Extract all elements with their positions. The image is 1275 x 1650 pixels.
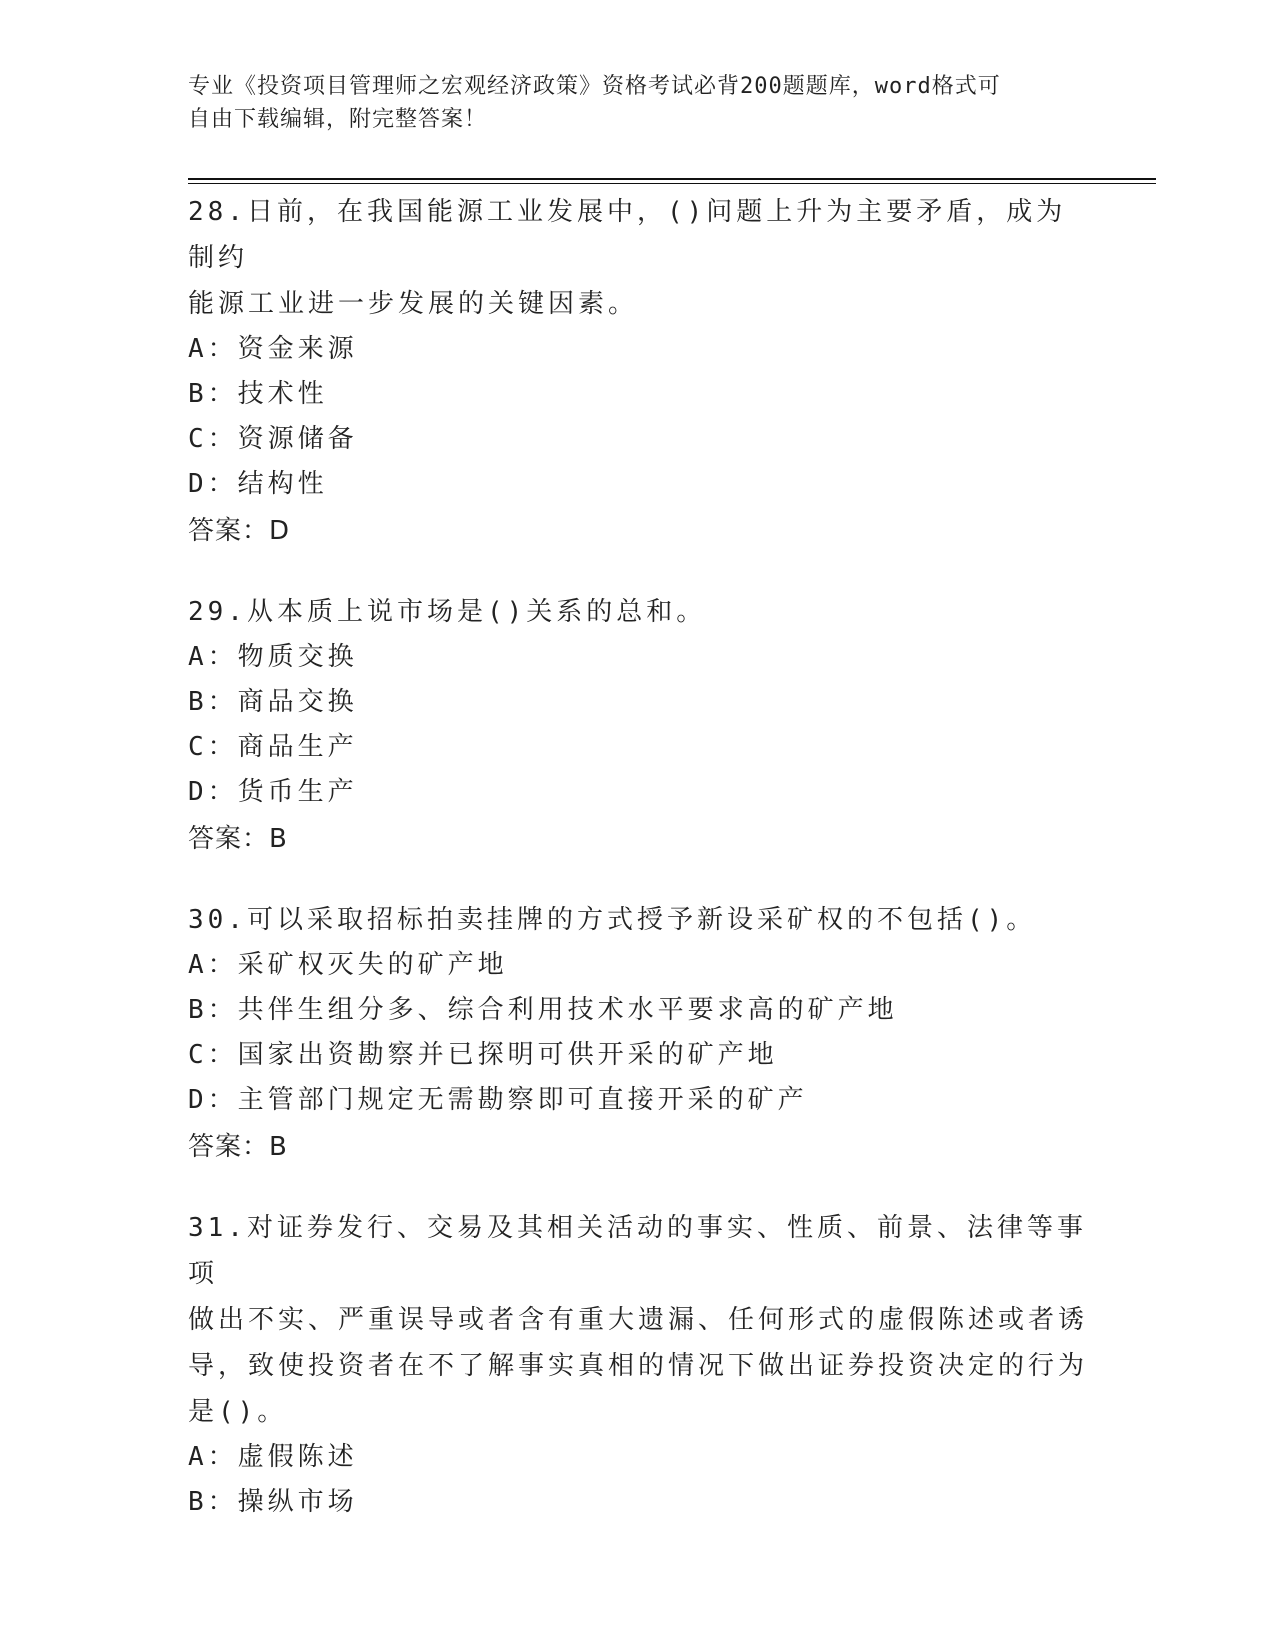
question-28 bbox=[188, 189, 1088, 555]
answer-label: 答案：B bbox=[188, 1132, 288, 1162]
option-b: B：商品交换 bbox=[188, 687, 358, 717]
question-30 bbox=[188, 897, 1088, 1171]
option-c: C：资源储备 bbox=[188, 424, 358, 454]
option-c: C：商品生产 bbox=[188, 732, 358, 762]
header-line-1: 专业《投资项目管理师之宏观经济政策》资格考试必背200题题库，word格式可 bbox=[188, 74, 1001, 99]
stem-line: 31.对证券发行、交易及其相关活动的事实、性质、前景、法律等事项 bbox=[188, 1213, 1087, 1289]
question-stem bbox=[188, 189, 1088, 327]
option-d: D：主管部门规定无需勘察即可直接开采的矿产 bbox=[188, 1085, 808, 1115]
question-stem bbox=[188, 1205, 1088, 1435]
stem-line: 做出不实、严重误导或者含有重大遗漏、任何形式的虚假陈述或者诱 bbox=[188, 1305, 1089, 1335]
question-31 bbox=[188, 1205, 1088, 1525]
option-a: A：物质交换 bbox=[188, 642, 358, 672]
document-header bbox=[188, 70, 1088, 136]
question-list bbox=[188, 189, 1088, 1559]
option-a: A：资金来源 bbox=[188, 334, 358, 364]
option-b: B：操纵市场 bbox=[188, 1487, 358, 1517]
header-line-2: 自由下载编辑，附完整答案！ bbox=[188, 107, 488, 132]
stem-line: 30.可以采取招标拍卖挂牌的方式授予新设采矿权的不包括()。 bbox=[188, 905, 1037, 935]
option-a: A：虚假陈述 bbox=[188, 1442, 358, 1472]
option-c: C：国家出资勘察并已探明可供开采的矿产地 bbox=[188, 1040, 778, 1070]
answer-label: 答案：D bbox=[188, 516, 291, 546]
stem-line: 28.日前，在我国能源工业发展中，()问题上升为主要矛盾，成为制约 bbox=[188, 197, 1067, 273]
question-stem bbox=[188, 897, 1088, 943]
stem-line: 是()。 bbox=[188, 1397, 288, 1427]
option-d: D：货币生产 bbox=[188, 777, 358, 807]
stem-line: 导，致使投资者在不了解事实真相的情况下做出证券投资决定的行为 bbox=[188, 1351, 1089, 1381]
header-divider-thin bbox=[188, 183, 1156, 184]
question-stem bbox=[188, 589, 1088, 635]
stem-line: 29.从本质上说市场是()关系的总和。 bbox=[188, 597, 707, 627]
option-b: B：技术性 bbox=[188, 379, 328, 409]
answer-label: 答案：B bbox=[188, 824, 288, 854]
option-a: A：采矿权灭失的矿产地 bbox=[188, 950, 508, 980]
question-29 bbox=[188, 589, 1088, 863]
option-b: B：共伴生组分多、综合利用技术水平要求高的矿产地 bbox=[188, 995, 898, 1025]
header-divider-thick bbox=[188, 178, 1156, 180]
option-d: D：结构性 bbox=[188, 469, 328, 499]
stem-line: 能源工业进一步发展的关键因素。 bbox=[188, 289, 639, 319]
